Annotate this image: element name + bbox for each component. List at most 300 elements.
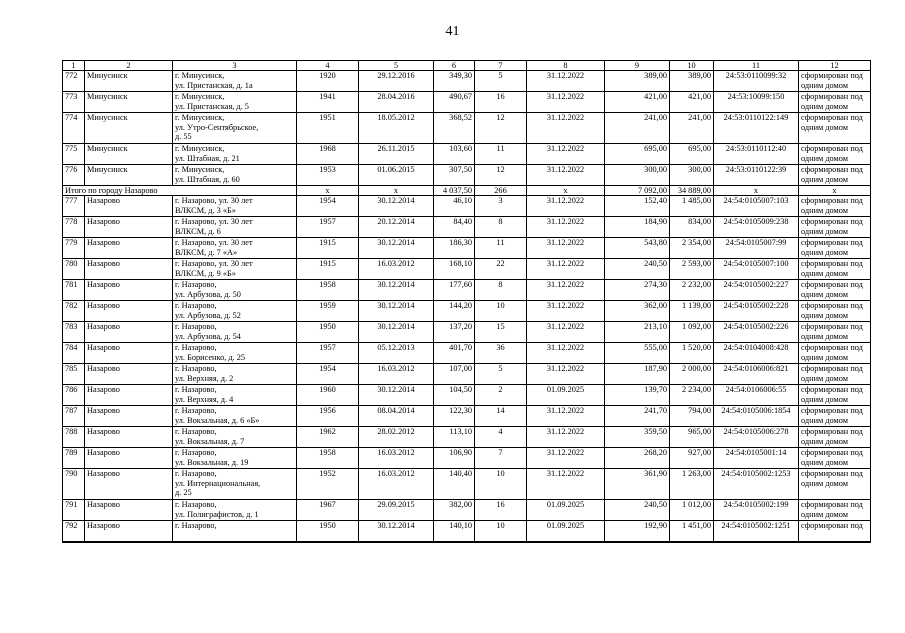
table-row <box>63 259 871 280</box>
value-cell: 1 012,00 <box>670 500 714 521</box>
value-cell: 794,00 <box>670 406 714 427</box>
table-row <box>63 406 871 427</box>
housing-registry-table <box>62 60 871 543</box>
page-number: 41 <box>445 24 460 39</box>
row-number: 786 <box>63 385 85 406</box>
address-cell-line: г. Назарово, <box>175 301 217 310</box>
year-cell: 1967 <box>297 500 359 521</box>
table-row <box>63 427 871 448</box>
address-cell-line: ул. Верхняя, д. 2 <box>175 373 234 383</box>
value-cell: 2 593,00 <box>670 259 714 280</box>
status-cell-line: одним домом <box>801 226 849 236</box>
status-cell <box>799 322 871 343</box>
row-number: 775 <box>63 144 85 165</box>
column-header: 7 <box>475 61 527 71</box>
status-cell-line: сформирован под <box>801 427 863 436</box>
address-cell <box>173 322 297 343</box>
status-cell-line: одним домом <box>801 101 849 111</box>
status-cell-line: одним домом <box>801 80 849 90</box>
status-cell-line: одним домом <box>801 415 849 425</box>
row-number: 785 <box>63 364 85 385</box>
city-cell: Назарово <box>85 521 173 542</box>
value-cell: 1 139,00 <box>670 301 714 322</box>
area-cell: 140,10 <box>434 521 475 542</box>
address-cell-line: ул. Арбузова, д. 52 <box>175 310 241 320</box>
column-header: 5 <box>359 61 434 71</box>
year-cell: 1941 <box>297 92 359 113</box>
city-cell: Назарово <box>85 385 173 406</box>
status-cell <box>799 144 871 165</box>
city-cell: Назарово <box>85 500 173 521</box>
value-cell: 1 263,00 <box>670 469 714 500</box>
value-cell: 241,00 <box>670 113 714 144</box>
area-cell: 137,20 <box>434 322 475 343</box>
year-cell: 1958 <box>297 280 359 301</box>
cadastral-cell: 24:54:0105007:100 <box>714 259 799 280</box>
status-cell <box>799 217 871 238</box>
address-cell <box>173 301 297 322</box>
address-cell <box>173 196 297 217</box>
status-cell <box>799 280 871 301</box>
status-cell-line: сформирован под <box>801 469 863 478</box>
status-cell-line: одним домом <box>801 268 849 278</box>
date-cell: 16.03.2012 <box>359 259 434 280</box>
column-header: 10 <box>670 61 714 71</box>
row-number: 776 <box>63 165 85 186</box>
year-cell: 1951 <box>297 113 359 144</box>
area-cell: 46,10 <box>434 196 475 217</box>
value-cell: 240,50 <box>605 500 670 521</box>
address-cell <box>173 406 297 427</box>
area-cell: 349,30 <box>434 71 475 92</box>
column-header: 2 <box>85 61 173 71</box>
cadastral-cell: 24:54:0105006:278 <box>714 427 799 448</box>
address-cell-line: ул. Полиграфистов, д. 1 <box>175 509 259 519</box>
value-cell: 2 354,00 <box>670 238 714 259</box>
status-cell-line: одним домом <box>801 394 849 404</box>
column-header: 12 <box>799 61 871 71</box>
deadline-cell: 31.12.2022 <box>527 469 605 500</box>
status-cell <box>799 343 871 364</box>
area-cell: 140,40 <box>434 469 475 500</box>
value-cell: 300,00 <box>605 165 670 186</box>
table-row <box>63 469 871 500</box>
address-cell-line: г. Назарово, <box>175 364 217 373</box>
date-cell: 30.12.2014 <box>359 301 434 322</box>
address-cell-line: г. Назарово, <box>175 521 217 530</box>
quantity-cell: 11 <box>475 238 527 259</box>
date-cell: 28.04.2016 <box>359 92 434 113</box>
date-cell: 16.03.2012 <box>359 364 434 385</box>
quantity-cell: 14 <box>475 406 527 427</box>
year-cell: 1954 <box>297 364 359 385</box>
value-cell: 268,20 <box>605 448 670 469</box>
status-cell-line: одним домом <box>801 205 849 215</box>
status-cell <box>799 500 871 521</box>
cadastral-cell: 24:54:0106006:821 <box>714 364 799 385</box>
city-cell: Минусинск <box>85 92 173 113</box>
cadastral-cell: 24:53:0110099:32 <box>714 71 799 92</box>
address-cell-line: ул. Борисенко, д. 25 <box>175 352 246 362</box>
row-number: 784 <box>63 343 85 364</box>
year-cell: 1957 <box>297 343 359 364</box>
deadline-cell: 01.09.2025 <box>527 385 605 406</box>
deadline-cell: 31.12.2022 <box>527 301 605 322</box>
city-cell: Минусинск <box>85 165 173 186</box>
year-cell: 1920 <box>297 71 359 92</box>
address-cell <box>173 92 297 113</box>
cadastral-cell: 24:53:0110112:40 <box>714 144 799 165</box>
status-cell <box>799 364 871 385</box>
cadastral-cell: 24:54:0105001:14 <box>714 448 799 469</box>
status-cell-line: одним домом <box>801 174 849 184</box>
value-cell: 1 092,00 <box>670 322 714 343</box>
row-number: 782 <box>63 301 85 322</box>
quantity-cell: 10 <box>475 521 527 542</box>
status-cell <box>799 469 871 500</box>
table-row <box>63 144 871 165</box>
area-cell: 368,52 <box>434 113 475 144</box>
date-cell: 26.11.2015 <box>359 144 434 165</box>
city-cell: Минусинск <box>85 144 173 165</box>
status-cell-line: сформирован под <box>801 448 863 457</box>
status-cell <box>799 301 871 322</box>
address-cell <box>173 280 297 301</box>
city-cell: Назарово <box>85 196 173 217</box>
address-cell-line: ул. Утро-Сентябрьское, <box>175 122 259 132</box>
address-cell-line: ул. Пристанская, д. 5 <box>175 101 249 111</box>
address-cell-line: г. Назарово, <box>175 385 217 394</box>
area-cell: 106,90 <box>434 448 475 469</box>
address-cell-line: ул. Арбузова, д. 50 <box>175 289 241 299</box>
quantity-cell: 16 <box>475 92 527 113</box>
cadastral-cell: 24:53:0110122:149 <box>714 113 799 144</box>
date-cell: 29.12.2016 <box>359 71 434 92</box>
address-cell-line: г. Назарово, ул. 30 лет <box>175 196 253 205</box>
address-cell-line: ул. Пристанская, д. 1а <box>175 80 253 90</box>
status-cell-line: одним домом <box>801 373 849 383</box>
row-number: 788 <box>63 427 85 448</box>
city-cell: Назарово <box>85 364 173 385</box>
value-cell: 241,70 <box>605 406 670 427</box>
cadastral-cell: 24:54:0105002:1251 <box>714 521 799 542</box>
address-cell-line: г. Назарово, <box>175 406 217 415</box>
value-cell: 555,00 <box>605 343 670 364</box>
address-cell-line: г. Назарово, <box>175 280 217 289</box>
total-row <box>63 186 871 196</box>
deadline-cell: 31.12.2022 <box>527 92 605 113</box>
row-number: 790 <box>63 469 85 500</box>
value-cell: 1 520,00 <box>670 343 714 364</box>
address-cell-line: д. 25 <box>175 488 192 498</box>
address-cell-line: г. Назарово, <box>175 322 217 331</box>
table-row <box>63 92 871 113</box>
address-cell <box>173 71 297 92</box>
column-header: 8 <box>527 61 605 71</box>
status-cell-line: сформирован под <box>801 238 863 247</box>
date-cell: 29.09.2015 <box>359 500 434 521</box>
row-number: 773 <box>63 92 85 113</box>
value-cell: 240,50 <box>605 259 670 280</box>
deadline-cell: 31.12.2022 <box>527 427 605 448</box>
date-cell: 30.12.2014 <box>359 521 434 542</box>
address-cell-line: г. Минусинск, <box>175 165 225 174</box>
area-cell: 186,30 <box>434 238 475 259</box>
status-cell-line: сформирован под <box>801 500 863 509</box>
value-cell: 300,00 <box>670 165 714 186</box>
address-cell-line: ул. Верхняя, д. 4 <box>175 394 234 404</box>
deadline-cell: 31.12.2022 <box>527 113 605 144</box>
area-cell: 113,10 <box>434 427 475 448</box>
deadline-cell: 01.09.2025 <box>527 521 605 542</box>
date-cell: 16.03.2012 <box>359 469 434 500</box>
value-cell: 184,90 <box>605 217 670 238</box>
year-cell: 1960 <box>297 385 359 406</box>
year-cell: 1957 <box>297 217 359 238</box>
status-cell-line: сформирован под <box>801 92 863 101</box>
value-cell: 2 000,00 <box>670 364 714 385</box>
quantity-cell: 7 <box>475 448 527 469</box>
address-cell <box>173 217 297 238</box>
table-row <box>63 238 871 259</box>
address-cell-line: ВЛКСМ, д. 7 «А» <box>175 247 238 257</box>
city-cell: Назарово <box>85 259 173 280</box>
value-cell: 389,00 <box>670 71 714 92</box>
status-cell-line: одним домом <box>801 153 849 163</box>
status-cell-line: сформирован под <box>801 196 863 205</box>
table-row <box>63 448 871 469</box>
cadastral-cell: 24:54:0105002:226 <box>714 322 799 343</box>
status-cell-line: одним домом <box>801 331 849 341</box>
quantity-cell: 15 <box>475 322 527 343</box>
quantity-cell: 10 <box>475 469 527 500</box>
cadastral-cell: 24:53:0110122:39 <box>714 165 799 186</box>
table-row <box>63 217 871 238</box>
year-cell: 1962 <box>297 427 359 448</box>
status-cell-line: сформирован под <box>801 113 863 122</box>
total-year: x <box>297 186 359 196</box>
value-cell: 362,00 <box>605 301 670 322</box>
value-cell: 359,50 <box>605 427 670 448</box>
total-area: 4 037,50 <box>434 186 475 196</box>
deadline-cell: 31.12.2022 <box>527 165 605 186</box>
address-cell <box>173 521 297 542</box>
date-cell: 18.05.2012 <box>359 113 434 144</box>
deadline-cell: 31.12.2022 <box>527 144 605 165</box>
total-cadastral: x <box>714 186 799 196</box>
status-cell-line: сформирован под <box>801 71 863 80</box>
address-cell-line: г. Минусинск, <box>175 113 225 122</box>
value-cell: 695,00 <box>605 144 670 165</box>
quantity-cell: 8 <box>475 280 527 301</box>
total-date: x <box>359 186 434 196</box>
deadline-cell: 01.09.2025 <box>527 500 605 521</box>
value-cell: 1 451,00 <box>670 521 714 542</box>
address-cell-line: ул. Вокзальная, д. 19 <box>175 457 249 467</box>
area-cell: 84,40 <box>434 217 475 238</box>
value-cell: 361,90 <box>605 469 670 500</box>
quantity-cell: 12 <box>475 113 527 144</box>
address-cell-line: г. Назарово, <box>175 427 217 436</box>
status-cell-line: сформирован под <box>801 217 863 226</box>
year-cell: 1915 <box>297 259 359 280</box>
deadline-cell: 31.12.2022 <box>527 364 605 385</box>
status-cell <box>799 196 871 217</box>
date-cell: 08.04.2014 <box>359 406 434 427</box>
deadline-cell: 31.12.2022 <box>527 322 605 343</box>
status-cell-line: сформирован под <box>801 301 863 310</box>
value-cell: 274,30 <box>605 280 670 301</box>
area-cell: 144,20 <box>434 301 475 322</box>
year-cell: 1954 <box>297 196 359 217</box>
quantity-cell: 4 <box>475 427 527 448</box>
value-cell: 139,70 <box>605 385 670 406</box>
year-cell: 1968 <box>297 144 359 165</box>
status-cell <box>799 427 871 448</box>
status-cell-line: одним домом <box>801 478 849 488</box>
address-cell <box>173 469 297 500</box>
status-cell-line: сформирован под <box>801 385 863 394</box>
deadline-cell: 31.12.2022 <box>527 406 605 427</box>
area-cell: 382,00 <box>434 500 475 521</box>
quantity-cell: 3 <box>475 196 527 217</box>
address-cell-line: ул. Вокзальная, д. 7 <box>175 436 245 446</box>
status-cell-line: сформирован под <box>801 280 863 289</box>
address-cell <box>173 113 297 144</box>
cadastral-cell: 24:54:0105002:199 <box>714 500 799 521</box>
total-status: x <box>799 186 871 196</box>
value-cell: 965,00 <box>670 427 714 448</box>
city-cell: Назарово <box>85 280 173 301</box>
area-cell: 103,60 <box>434 144 475 165</box>
deadline-cell: 31.12.2022 <box>527 238 605 259</box>
address-cell-line: ВЛКСМ, д. 6 <box>175 226 221 236</box>
column-header: 4 <box>297 61 359 71</box>
date-cell: 16.03.2012 <box>359 448 434 469</box>
city-cell: Назарово <box>85 217 173 238</box>
row-number: 783 <box>63 322 85 343</box>
address-cell-line: г. Назарово, ул. 30 лет <box>175 217 253 226</box>
area-cell: 401,70 <box>434 343 475 364</box>
table-row <box>63 385 871 406</box>
address-cell-line: д. 55 <box>175 132 192 142</box>
value-cell: 2 234,00 <box>670 385 714 406</box>
table-row <box>63 280 871 301</box>
value-cell: 389,00 <box>605 71 670 92</box>
row-number: 789 <box>63 448 85 469</box>
date-cell: 20.12.2014 <box>359 217 434 238</box>
quantity-cell: 16 <box>475 500 527 521</box>
table-row <box>63 196 871 217</box>
status-cell-line: одним домом <box>801 457 849 467</box>
row-number: 792 <box>63 521 85 542</box>
status-cell-line: сформирован под <box>801 364 863 373</box>
cadastral-cell: 24:54:0105007:103 <box>714 196 799 217</box>
city-cell: Назарово <box>85 448 173 469</box>
city-cell: Назарово <box>85 343 173 364</box>
status-cell <box>799 92 871 113</box>
year-cell: 1956 <box>297 406 359 427</box>
city-cell: Назарово <box>85 427 173 448</box>
deadline-cell: 31.12.2022 <box>527 71 605 92</box>
deadline-cell: 31.12.2022 <box>527 343 605 364</box>
status-cell-line: одним домом <box>801 247 849 257</box>
value-cell: 421,00 <box>670 92 714 113</box>
value-cell: 834,00 <box>670 217 714 238</box>
year-cell: 1953 <box>297 165 359 186</box>
address-cell <box>173 144 297 165</box>
address-cell-line: г. Минусинск, <box>175 144 225 153</box>
value-cell: 927,00 <box>670 448 714 469</box>
row-number: 781 <box>63 280 85 301</box>
column-header: 9 <box>605 61 670 71</box>
row-number: 791 <box>63 500 85 521</box>
city-cell: Назарово <box>85 238 173 259</box>
row-number: 772 <box>63 71 85 92</box>
status-cell-line: сформирован под <box>801 165 863 174</box>
address-cell-line: г. Назарово, <box>175 469 217 478</box>
status-cell <box>799 259 871 280</box>
value-cell: 1 485,00 <box>670 196 714 217</box>
area-cell: 122,30 <box>434 406 475 427</box>
area-cell: 104,50 <box>434 385 475 406</box>
value-cell: 695,00 <box>670 144 714 165</box>
row-number: 777 <box>63 196 85 217</box>
status-cell-line: одним домом <box>801 310 849 320</box>
year-cell: 1950 <box>297 322 359 343</box>
address-cell-line: ул. Арбузова, д. 54 <box>175 331 241 341</box>
status-cell-line: одним домом <box>801 436 849 446</box>
status-cell <box>799 238 871 259</box>
address-cell-line: г. Минусинск, <box>175 92 225 101</box>
city-cell: Назарово <box>85 469 173 500</box>
status-cell-line: сформирован под <box>801 259 863 268</box>
status-cell <box>799 165 871 186</box>
column-header: 1 <box>63 61 85 71</box>
area-cell: 490,67 <box>434 92 475 113</box>
column-header: 6 <box>434 61 475 71</box>
city-cell: Минусинск <box>85 113 173 144</box>
total-quantity: 266 <box>475 186 527 196</box>
address-cell-line: ВЛКСМ, д. 9 «Б» <box>175 268 236 278</box>
table-row <box>63 343 871 364</box>
column-header-row <box>63 61 871 71</box>
quantity-cell: 5 <box>475 71 527 92</box>
status-cell-line: одним домом <box>801 122 849 132</box>
row-number: 774 <box>63 113 85 144</box>
cadastral-cell: 24:54:0105002:227 <box>714 280 799 301</box>
date-cell: 01.06.2015 <box>359 165 434 186</box>
value-cell: 152,40 <box>605 196 670 217</box>
address-cell-line: г. Минусинск, <box>175 71 225 80</box>
area-cell: 307,50 <box>434 165 475 186</box>
status-cell-line: сформирован под <box>801 343 863 352</box>
quantity-cell: 36 <box>475 343 527 364</box>
quantity-cell: 11 <box>475 144 527 165</box>
address-cell <box>173 238 297 259</box>
cadastral-cell: 24:53:10099:150 <box>714 92 799 113</box>
address-cell <box>173 259 297 280</box>
deadline-cell: 31.12.2022 <box>527 196 605 217</box>
total-value: 34 889,00 <box>670 186 714 196</box>
table-row <box>63 521 871 542</box>
quantity-cell: 22 <box>475 259 527 280</box>
row-number: 780 <box>63 259 85 280</box>
value-cell: 192,90 <box>605 521 670 542</box>
table-row <box>63 113 871 144</box>
address-cell <box>173 364 297 385</box>
address-cell <box>173 500 297 521</box>
